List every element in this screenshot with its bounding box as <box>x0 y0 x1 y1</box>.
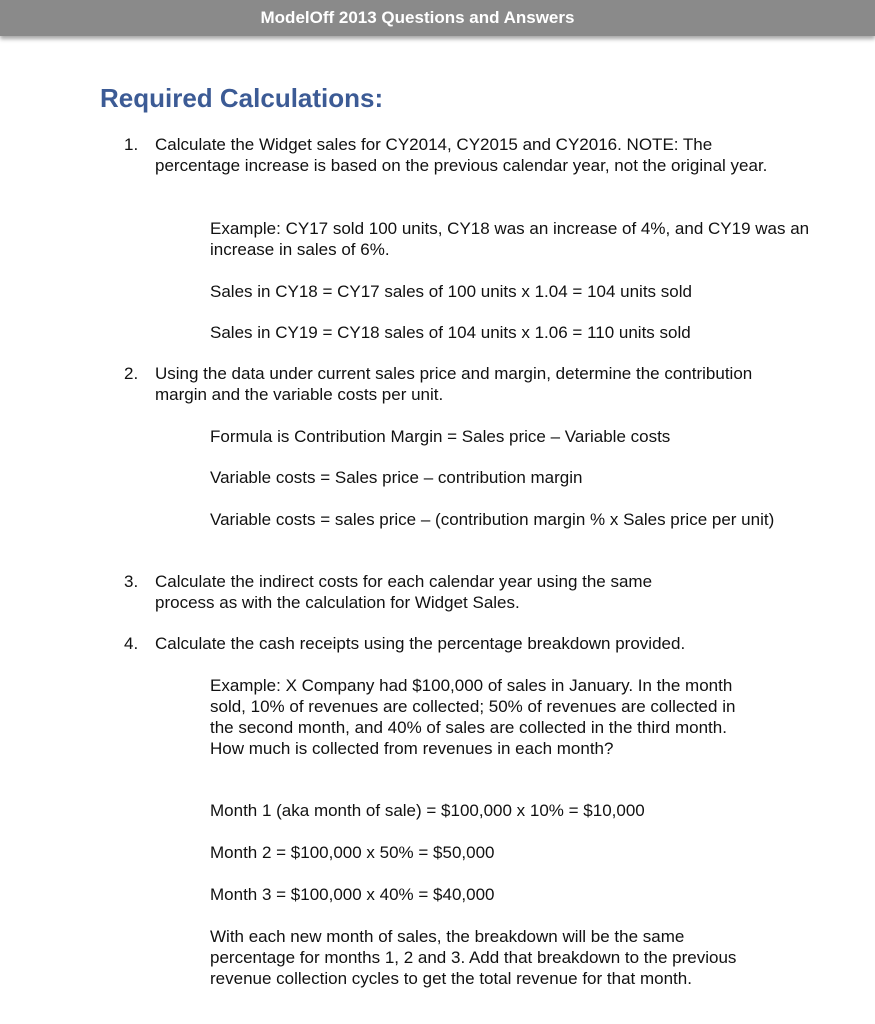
item-4-month-3: Month 3 = $100,000 x 40% = $40,000 <box>210 885 495 904</box>
item-number: 3. <box>124 572 139 591</box>
item-1-calc-cy18: Sales in CY18 = CY17 sales of 100 units x 1.04 = 104 units sold <box>210 282 692 301</box>
item-text: Calculate the cash receipts using the percentage breakdown provided. <box>155 634 686 653</box>
item-4-example: Example: X Company had $100,000 of sales in January. In the month sold, 10% of revenues are collected; 50% of revenues are collected in the second month, and 40% of sales are collected in the third month. How much is collected from revenues in each month? <box>210 676 736 758</box>
item-2-variable-costs: Variable costs = Sales price – contribution margin <box>210 468 583 487</box>
item-2-variable-costs-detail: Variable costs = sales price – (contribution margin % x Sales price per unit) <box>210 510 775 529</box>
header-title: ModelOff 2013 Questions and Answers <box>260 8 575 27</box>
item-4-month-2: Month 2 = $100,000 x 50% = $50,000 <box>210 843 495 862</box>
item-4-month-1: Month 1 (aka month of sale) = $100,000 x 10% = $10,000 <box>210 801 645 820</box>
header-bar <box>0 0 875 36</box>
item-text: Calculate the indirect costs for each calendar year using the same process as with the calculation for Widget Sales. <box>155 572 653 612</box>
item-number: 2. <box>124 364 139 383</box>
item-2-formula: Formula is Contribution Margin = Sales price – Variable costs <box>210 427 671 446</box>
item-text: Calculate the Widget sales for CY2014, CY2015 and CY2016. NOTE: The percentage increase is based on the previous calendar year, not the original year. <box>155 135 768 175</box>
item-1-example: Example: CY17 sold 100 units, CY18 was an increase of 4%, and CY19 was an increase in sales of 6%. <box>210 219 810 259</box>
item-4-summary: With each new month of sales, the breakdown will be the same percentage for months 1, 2 and 3. Add that breakdown to the previous revenue collection cycles to get the total revenue for that month. <box>210 927 737 988</box>
item-number: 4. <box>124 634 139 653</box>
item-number: 1. <box>124 135 139 154</box>
item-1-calc-cy19: Sales in CY19 = CY18 sales of 104 units x 1.06 = 110 units sold <box>210 323 691 342</box>
item-text: Using the data under current sales price and margin, determine the contribution margin and the variable costs per unit. <box>155 364 753 404</box>
page-heading: Required Calculations: <box>100 83 384 113</box>
